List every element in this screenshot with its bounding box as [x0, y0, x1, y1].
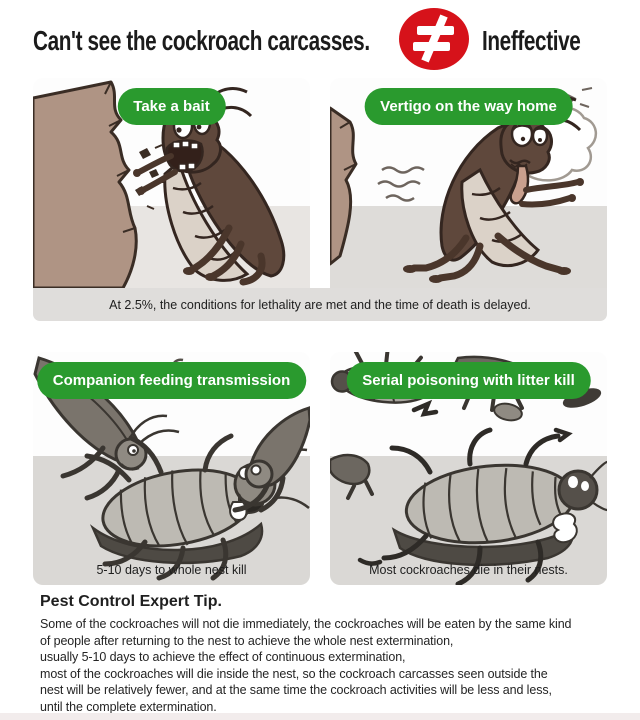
expert-tip-section	[0, 585, 640, 715]
expert-tip-heading: Pest Control Expert Tip.	[40, 593, 222, 610]
expert-tip-line: until the complete extermination.	[40, 699, 217, 714]
panel-vertigo-on-the-way-home	[330, 78, 607, 288]
step-label-serial-poisoning: Serial poisoning with litter kill	[346, 362, 591, 399]
stage-row-top	[33, 78, 607, 288]
serial-panel-caption: Most cockroaches die in their nests.	[369, 563, 568, 577]
header	[0, 0, 640, 78]
panel-serial-poisoning	[330, 352, 607, 585]
panel-companion-feeding	[33, 352, 310, 585]
step-label-take-a-bait: Take a bait	[117, 88, 225, 125]
next-section-edge	[0, 713, 640, 720]
expert-tip-line: usually 5-10 days to achieve the effect of continuous extermination,	[40, 650, 406, 664]
stage-row-bottom	[33, 352, 607, 585]
header-badge-label: Ineffective	[482, 25, 581, 56]
step-label-vertigo: Vertigo on the way home	[364, 88, 573, 125]
step-label-companion-feeding: Companion feeding transmission	[37, 362, 307, 399]
row1-caption: At 2.5%, the conditions for lethality are met and the time of death is delayed.	[33, 288, 607, 321]
expert-tip-line: Some of the cockroaches will not die immediately, the cockroaches will be eaten by the same kind	[40, 617, 572, 631]
not-equal-icon	[398, 7, 470, 71]
expert-tip-line: nest will be relatively fewer, and at the same time the cockroach activities will be less and less,	[40, 683, 552, 697]
page-title: Can't see the cockroach carcasses.	[33, 25, 370, 56]
companion-panel-caption: 5-10 days to whole nest kill	[96, 563, 247, 577]
panel-take-a-bait	[33, 78, 310, 288]
expert-tip-line: of people after returning to the nest to achieve the whole nest extermination,	[40, 633, 454, 648]
expert-tip-line: most of the cockroaches will die inside the nest, so the cockroach carcasses seen outside the	[40, 666, 548, 681]
